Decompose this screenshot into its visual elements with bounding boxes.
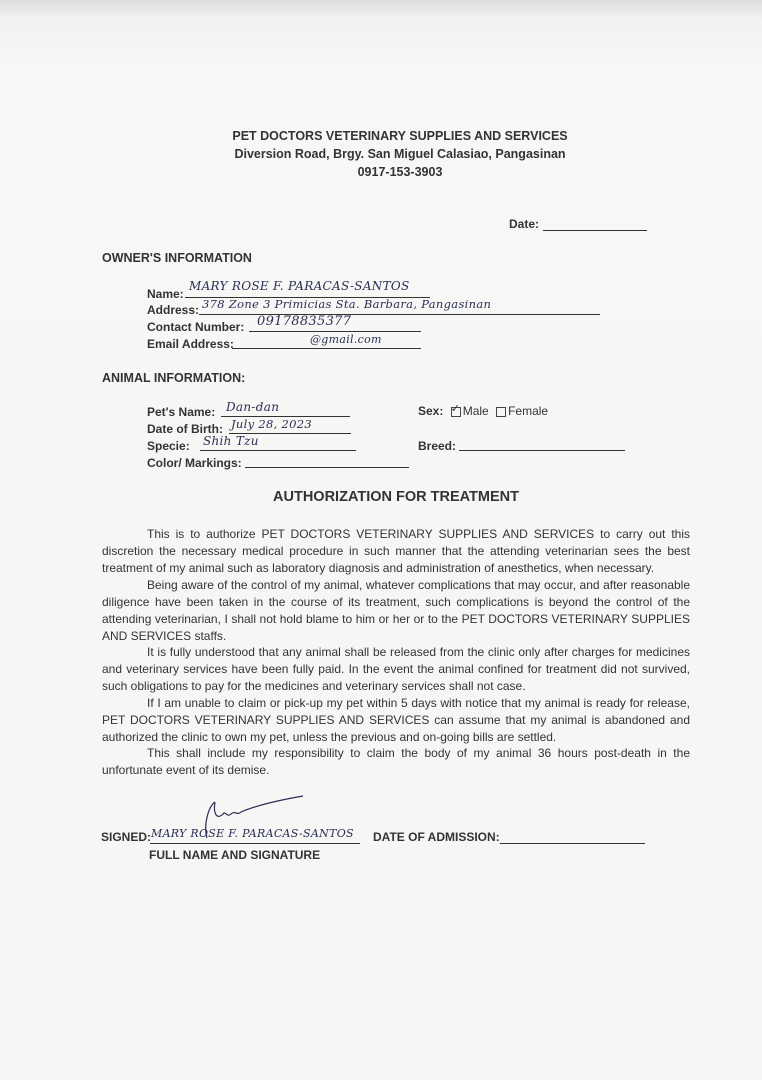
signature-scrawl bbox=[195, 794, 310, 844]
color-markings-label: Color/ Markings: bbox=[147, 456, 242, 470]
company-phone: 0917-153-3903 bbox=[357, 165, 443, 179]
dob-value: July 28, 2023 bbox=[231, 417, 312, 431]
female-option-label: Female bbox=[508, 404, 549, 418]
authorization-paragraph-5: This shall include my responsibility to claim the body of my animal 36 hours post-death in the unfortunate event of its demise. bbox=[102, 746, 690, 777]
signed-label: SIGNED: bbox=[101, 830, 152, 844]
specie-label: Specie: bbox=[147, 439, 190, 453]
signature-caption: FULL NAME AND SIGNATURE bbox=[149, 848, 321, 862]
contact-number-label: Contact Number: bbox=[147, 320, 245, 334]
owner-name-value: MARY ROSE F. PARACAS-SANTOS bbox=[189, 279, 410, 293]
contact-number-value: 09178835377 bbox=[257, 314, 352, 329]
owner-address-label: Address: bbox=[147, 303, 200, 317]
company-address: Diversion Road, Brgy. San Miguel Calasiao, Pangasinan bbox=[234, 147, 566, 161]
email-field[interactable] bbox=[232, 348, 421, 349]
company-name: PET DOCTORS VETERINARY SUPPLIES AND SERVICES bbox=[232, 129, 568, 143]
email-value: @gmail.com bbox=[310, 333, 382, 346]
breed-label: Breed: bbox=[418, 439, 457, 453]
sex-field bbox=[418, 404, 548, 418]
authorization-paragraph-4: If I am unable to claim or pick-up my pet within 5 days with notice that my animal is ready for release, PET DOCTORS VETERINARY SUPPLIES AND SERVICES can assume that my animal is abandoned and authorized the clinic to own my pet, unless the previous and on-going bills are settled. bbox=[102, 696, 690, 744]
specie-field[interactable] bbox=[200, 450, 356, 451]
female-checkbox[interactable] bbox=[496, 407, 506, 417]
authorization-paragraph-1: This is to authorize PET DOCTORS VETERINARY SUPPLIES AND SERVICES to carry out this discretion the necessary medical procedure in such manner that the attending veterinarian sees the best treatment of my animal such as laboratory diagnosis and administration of anesthetics, when necessary. bbox=[102, 527, 690, 575]
pet-name-value: Dan-dan bbox=[226, 400, 280, 414]
owner-section-heading: OWNER'S INFORMATION bbox=[102, 251, 252, 265]
male-option-label: Male bbox=[462, 404, 489, 418]
date-of-admission-label: DATE OF ADMISSION: bbox=[373, 830, 500, 844]
dob-label: Date of Birth: bbox=[147, 422, 223, 436]
contact-number-field[interactable] bbox=[249, 331, 421, 332]
breed-field[interactable] bbox=[459, 450, 625, 451]
authorization-title: AUTHORIZATION FOR TREATMENT bbox=[273, 489, 519, 505]
sex-label: Sex: bbox=[418, 404, 444, 418]
pet-name-label: Pet's Name: bbox=[147, 405, 216, 419]
date-field[interactable] bbox=[543, 230, 647, 231]
animal-section-heading: ANIMAL INFORMATION: bbox=[102, 371, 246, 385]
specie-value: Shih Tzu bbox=[203, 434, 259, 448]
authorization-paragraph-3: It is fully understood that any animal shall be released from the clinic only after charges for medicines and veterinary services have been fully paid. In the event the animal confined for treatment did not survived, such obligations to pay for the medicines and veterinary services shall not case. bbox=[102, 645, 690, 693]
color-markings-field[interactable] bbox=[245, 467, 409, 468]
signed-name-value: MARY ROSE F. PARACAS-SANTOS bbox=[151, 827, 354, 840]
owner-address-value: 378 Zone 3 Primicias Sta. Barbara, Pangasinan bbox=[202, 297, 492, 311]
authorization-paragraph-2: Being aware of the control of my animal, whatever complications that may occur, and after reasonable diligence have been taken in the course of its treatment, such complications is beyond the control of the attending veterinarian, I shall not hold blame to him or her or to the PET DOCTORS VETERINARY SUPPLIES AND SERVICES staffs. bbox=[102, 578, 690, 643]
email-label: Email Address: bbox=[147, 337, 234, 351]
check-mark-icon: ✓ bbox=[450, 402, 460, 415]
date-of-admission-field[interactable] bbox=[500, 843, 645, 844]
date-label: Date: bbox=[509, 217, 540, 231]
owner-name-label: Name: bbox=[147, 287, 184, 301]
male-checkbox[interactable] bbox=[450, 402, 461, 417]
